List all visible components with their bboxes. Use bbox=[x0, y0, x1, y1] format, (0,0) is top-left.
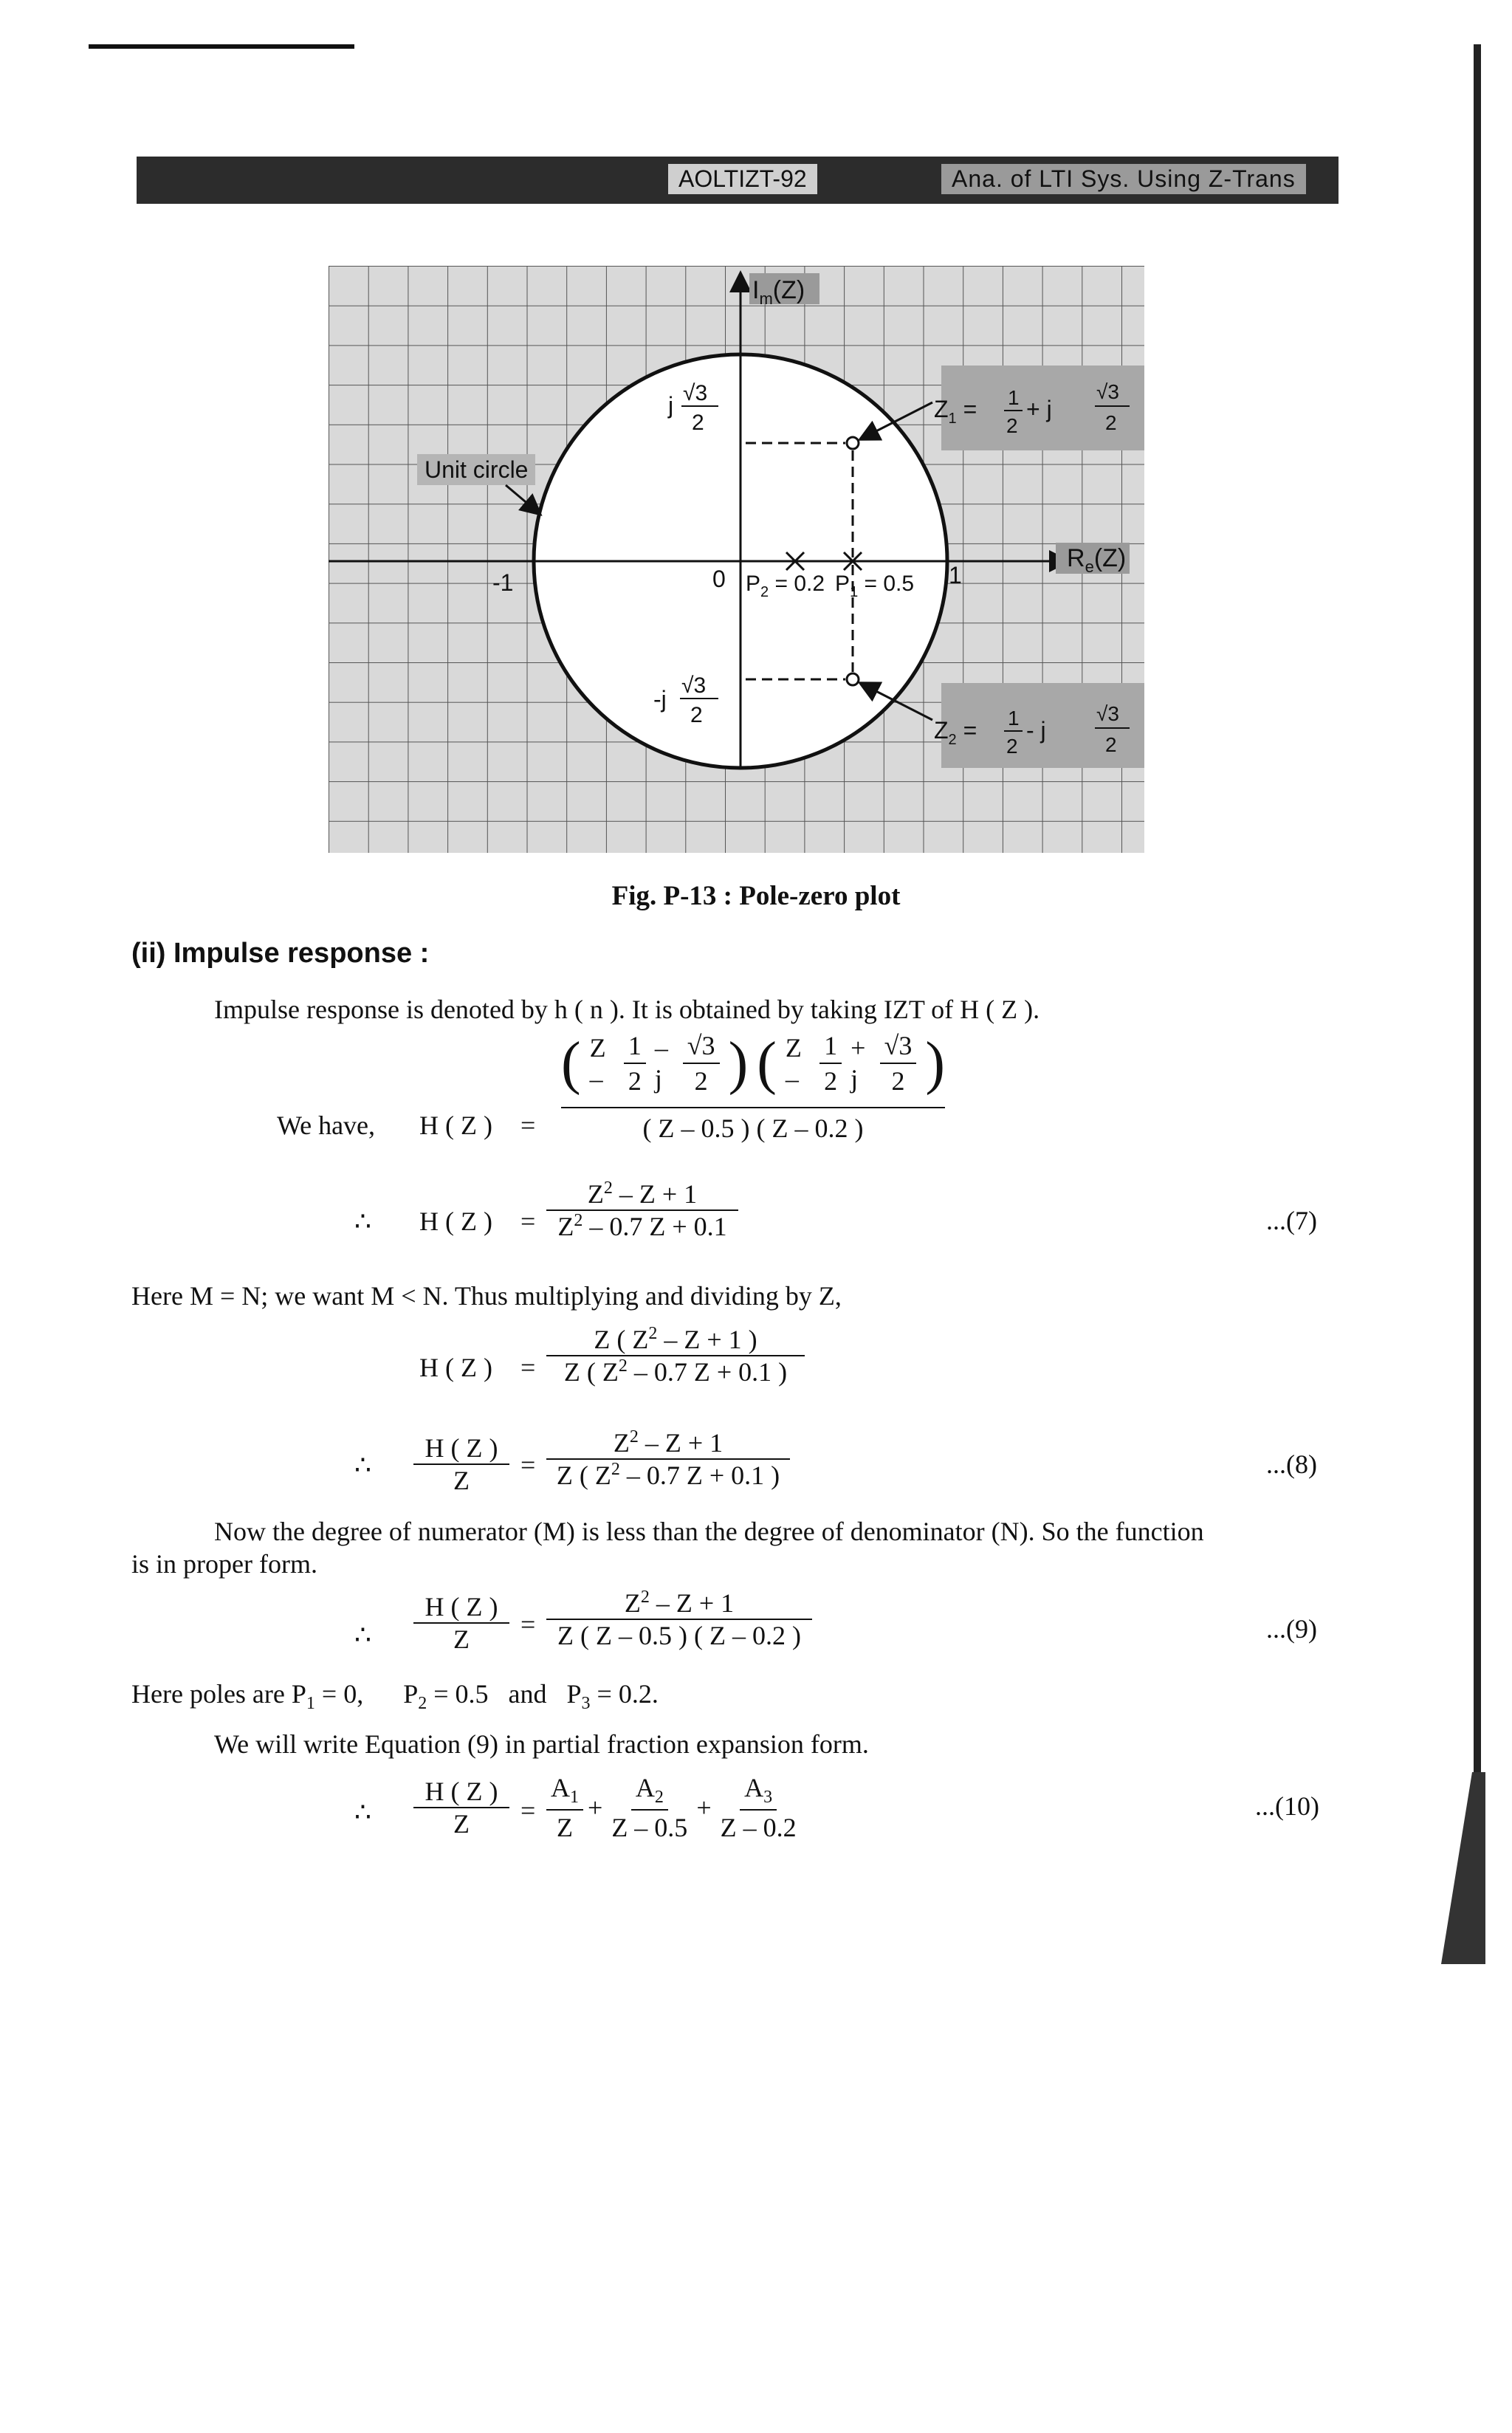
eqa-lhs: H ( Z ) bbox=[419, 1353, 492, 1382]
plus: + bbox=[696, 1793, 712, 1823]
num: √3 bbox=[880, 1030, 917, 1064]
t: – Z + 1 bbox=[638, 1428, 724, 1458]
intro-paragraph: Impulse response is denoted by h ( n ). It is obtained by taking IZT of H ( Z ). bbox=[214, 995, 1040, 1024]
p2-value: = 0.2 bbox=[769, 572, 825, 596]
eq1-fraction-bar bbox=[561, 1107, 945, 1108]
im-letter: I bbox=[752, 276, 760, 304]
s: 3 bbox=[763, 1788, 773, 1808]
imag-axis-label bbox=[749, 273, 819, 308]
t: Z bbox=[587, 1179, 604, 1209]
sq: 2 bbox=[611, 1460, 620, 1479]
t: A bbox=[635, 1773, 655, 1802]
zero-z2-marker bbox=[847, 673, 859, 685]
t: = 0, P bbox=[315, 1679, 419, 1709]
re-suffix: (Z) bbox=[1093, 544, 1127, 572]
zero-z1-marker bbox=[847, 437, 859, 449]
den: 2 bbox=[628, 1066, 642, 1096]
sq: 2 bbox=[618, 1356, 628, 1376]
eq10-therefore: ∴ bbox=[354, 1797, 371, 1827]
eq1-f2-sqrt bbox=[880, 1030, 917, 1097]
t: – 0.7 Z + 0.1 bbox=[583, 1212, 727, 1241]
z1-sub: 1 bbox=[948, 411, 957, 427]
scan-top-line bbox=[89, 44, 354, 49]
eq1-paren-close-a: ) bbox=[728, 1030, 749, 1096]
eq1-f1-left: Z – bbox=[589, 1033, 606, 1094]
num: √3 bbox=[683, 1030, 720, 1064]
den: Z bbox=[557, 1813, 573, 1843]
pfe-paragraph: We will write Equation (9) in partial fraction expansion form. bbox=[214, 1729, 869, 1759]
header-left-text: AOLTIZT-92 bbox=[668, 164, 817, 194]
sq: 2 bbox=[574, 1211, 583, 1230]
den: 2 bbox=[891, 1066, 905, 1096]
eq1-f1-mid: – j bbox=[654, 1033, 668, 1094]
eq1-denominator: ( Z – 0.5 ) ( Z – 0.2 ) bbox=[642, 1113, 864, 1143]
sq: 2 bbox=[629, 1427, 639, 1447]
z2-eq: = bbox=[956, 717, 977, 744]
t: – Z + 1 ) bbox=[657, 1325, 757, 1354]
eq1-fraction bbox=[561, 1030, 945, 1144]
eq10-term2 bbox=[607, 1772, 692, 1843]
eq1-equals: = bbox=[520, 1111, 536, 1140]
num: 1 bbox=[819, 1030, 842, 1064]
p2-sub: 2 bbox=[760, 584, 769, 600]
imag-neg-den: 2 bbox=[690, 703, 703, 727]
p2-letter: P bbox=[746, 572, 761, 596]
t: Z ( Z bbox=[594, 1325, 649, 1354]
p1-sub: 1 bbox=[850, 584, 859, 600]
we-have-label: We have, bbox=[277, 1111, 376, 1140]
s: 2 bbox=[654, 1788, 664, 1808]
eq1-f2-left: Z – bbox=[785, 1033, 802, 1094]
section-title: (ii) Impulse response : bbox=[131, 938, 430, 969]
header-right-text: Ana. of LTI Sys. Using Z-Trans bbox=[941, 164, 1306, 194]
z1-eq: = bbox=[956, 396, 977, 422]
t: A bbox=[551, 1773, 570, 1802]
eq7-fraction bbox=[546, 1178, 738, 1242]
z2-letter: Z bbox=[934, 717, 949, 744]
den: 2 bbox=[694, 1066, 708, 1096]
t: – Z + 1 bbox=[649, 1588, 735, 1618]
eq8-equals: = bbox=[520, 1450, 536, 1480]
z1-half-num: 1 bbox=[1008, 386, 1020, 409]
eq10-equals: = bbox=[520, 1796, 536, 1825]
z1-sqrt-den: 2 bbox=[1105, 411, 1117, 434]
s: 1 bbox=[570, 1788, 579, 1808]
eq9-number: ...(9) bbox=[1266, 1614, 1317, 1644]
s: 3 bbox=[581, 1694, 591, 1714]
imag-pos-num: √3 bbox=[683, 381, 708, 405]
eq8-therefore: ∴ bbox=[354, 1450, 371, 1480]
z1-mid: + j bbox=[1026, 396, 1052, 422]
t: = 0.5 and P bbox=[427, 1679, 582, 1709]
eq7-numerator bbox=[546, 1178, 738, 1209]
eqa-numerator bbox=[546, 1324, 805, 1355]
num: H ( Z ) bbox=[425, 1592, 498, 1622]
den: 2 bbox=[824, 1066, 838, 1096]
eq1-numerator bbox=[561, 1030, 945, 1097]
t: Z bbox=[613, 1428, 630, 1458]
figure-caption: Fig. P-13 : Pole-zero plot bbox=[611, 881, 901, 911]
origin-label: 0 bbox=[712, 566, 726, 592]
eq1-paren-close-b: ) bbox=[925, 1030, 945, 1096]
eq7-number: ...(7) bbox=[1266, 1206, 1317, 1235]
unit-circle-label: Unit circle bbox=[425, 456, 529, 483]
svg-text:Re(Z) bbox=[1067, 544, 1126, 576]
eq1-f1-sqrt bbox=[683, 1030, 720, 1097]
eq9-lhs bbox=[413, 1591, 509, 1655]
re-letter: R bbox=[1067, 544, 1085, 572]
eq7-equals: = bbox=[520, 1207, 536, 1236]
num bbox=[740, 1772, 777, 1811]
eq10-term1 bbox=[546, 1772, 583, 1843]
z1-sqrt-num: √3 bbox=[1096, 380, 1119, 403]
eqa-fraction bbox=[546, 1324, 805, 1387]
z2-half-den: 2 bbox=[1006, 735, 1018, 758]
den: Z – 0.5 bbox=[611, 1813, 688, 1843]
eq1-f2-mid: + j bbox=[850, 1033, 866, 1094]
s: 1 bbox=[306, 1694, 315, 1714]
eq8-number: ...(8) bbox=[1266, 1449, 1317, 1479]
num bbox=[631, 1772, 668, 1811]
t: – 0.7 Z + 0.1 ) bbox=[627, 1357, 788, 1387]
real-axis-label bbox=[1056, 543, 1130, 576]
den: Z – 0.2 bbox=[720, 1813, 797, 1843]
eq9-numerator bbox=[546, 1588, 812, 1619]
re-sub: e bbox=[1085, 557, 1094, 576]
eq1-paren-open-b: ( bbox=[757, 1030, 777, 1096]
m-n-paragraph: Here M = N; we want M < N. Thus multiplying and dividing by Z, bbox=[131, 1281, 842, 1311]
eq8-denominator bbox=[546, 1460, 790, 1491]
imag-neg-j: -j bbox=[653, 686, 667, 713]
eq7-therefore: ∴ bbox=[354, 1207, 371, 1236]
eq8-lhs bbox=[413, 1432, 509, 1496]
eq8-fraction bbox=[546, 1427, 790, 1491]
eq10-lhs bbox=[413, 1776, 509, 1839]
t: Z ( Z bbox=[563, 1357, 619, 1387]
sq: 2 bbox=[640, 1588, 650, 1607]
running-header bbox=[137, 157, 1339, 204]
poles-line bbox=[131, 1678, 659, 1720]
imag-pos-j: j bbox=[668, 392, 674, 419]
den: Z bbox=[453, 1809, 470, 1839]
num: 1 bbox=[624, 1030, 646, 1064]
t: Here poles are P bbox=[131, 1679, 306, 1709]
t: Z ( Z bbox=[556, 1461, 611, 1490]
num: H ( Z ) bbox=[425, 1777, 498, 1806]
t: Z bbox=[624, 1588, 641, 1618]
z2-sqrt-den: 2 bbox=[1105, 733, 1117, 756]
imag-neg-num: √3 bbox=[681, 673, 707, 698]
t: – Z + 1 bbox=[612, 1179, 698, 1209]
eq9-fraction bbox=[546, 1588, 812, 1651]
num: H ( Z ) bbox=[425, 1433, 498, 1463]
eq1-f2-half bbox=[819, 1030, 842, 1097]
im-suffix: (Z) bbox=[772, 276, 805, 304]
num bbox=[546, 1772, 583, 1811]
den: Z bbox=[453, 1466, 470, 1495]
eq1-paren-open-a: ( bbox=[561, 1030, 581, 1096]
eq9-equals: = bbox=[520, 1610, 536, 1639]
z2-sub: 2 bbox=[948, 732, 957, 748]
plus: + bbox=[588, 1793, 603, 1823]
t: Z bbox=[557, 1212, 574, 1241]
den: Z bbox=[453, 1624, 470, 1654]
eq1-lhs: H ( Z ) bbox=[419, 1111, 492, 1140]
proper-form-line1: Now the degree of numerator (M) is less than the degree of denominator (N). So the function bbox=[214, 1517, 1204, 1546]
scan-right-edge bbox=[1474, 44, 1481, 1964]
pole-zero-plot bbox=[329, 266, 1144, 853]
p1-letter: P bbox=[835, 572, 850, 596]
p1-value: = 0.5 bbox=[858, 572, 915, 596]
eq9-therefore: ∴ bbox=[354, 1620, 371, 1650]
eq10-term3 bbox=[716, 1772, 801, 1843]
eq9-denominator: Z ( Z – 0.5 ) ( Z – 0.2 ) bbox=[557, 1621, 801, 1650]
eq1-f1-half bbox=[624, 1030, 646, 1097]
eq10-rhs bbox=[546, 1772, 801, 1843]
eq10-number: ...(10) bbox=[1255, 1791, 1319, 1821]
tick-plus-one: 1 bbox=[949, 562, 962, 588]
im-sub: m bbox=[759, 289, 773, 308]
eq7-lhs: H ( Z ) bbox=[419, 1207, 492, 1236]
eq7-denominator bbox=[546, 1211, 738, 1242]
scan-right-shadow bbox=[1441, 1772, 1485, 1964]
z2-mid: - j bbox=[1026, 717, 1046, 744]
t: A bbox=[744, 1773, 764, 1802]
t: = 0.2. bbox=[590, 1679, 659, 1709]
t: – 0.7 Z + 0.1 ) bbox=[619, 1461, 780, 1490]
eqa-equals: = bbox=[520, 1353, 536, 1382]
z2-sqrt-num: √3 bbox=[1096, 702, 1119, 725]
proper-form-line2: is in proper form. bbox=[131, 1549, 317, 1579]
z1-half-den: 2 bbox=[1006, 414, 1018, 437]
sq: 2 bbox=[603, 1178, 613, 1198]
eq8-numerator bbox=[546, 1427, 790, 1458]
z2-half-num: 1 bbox=[1008, 707, 1020, 730]
sq: 2 bbox=[648, 1324, 658, 1343]
imag-pos-den: 2 bbox=[692, 411, 704, 435]
s: 2 bbox=[418, 1694, 427, 1714]
z1-letter: Z bbox=[934, 396, 949, 422]
tick-minus-one: -1 bbox=[492, 569, 514, 596]
eqa-denominator bbox=[546, 1356, 805, 1387]
